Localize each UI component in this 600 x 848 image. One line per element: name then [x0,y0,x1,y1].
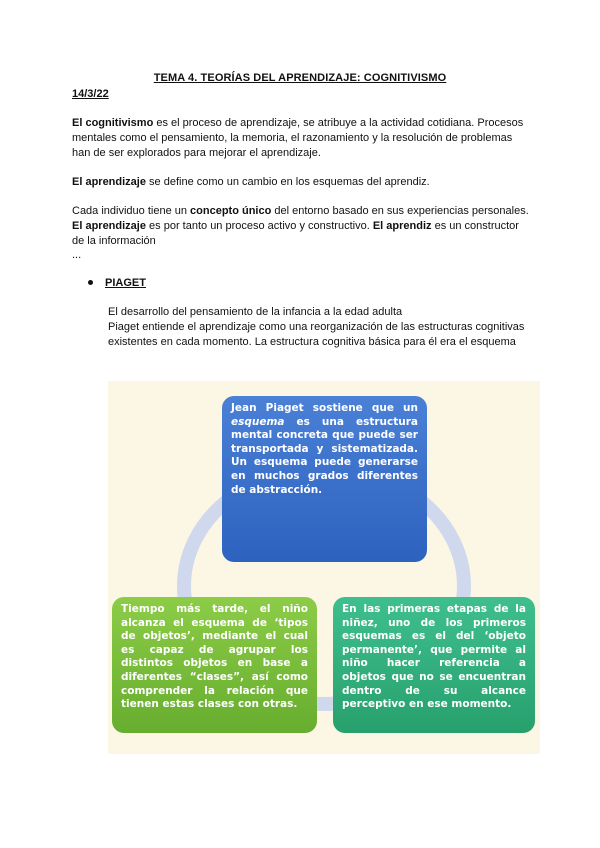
piaget-line-2: Piaget entiende el aprendizaje como una reorganización de las estructuras cognitivas existentes en cada momento. La estructura cognitiva básica para él era el esquema [108,321,525,348]
schema-definition-box [222,396,427,562]
bold-term: concepto único [190,205,272,217]
bold-term: El aprendiz [372,220,432,232]
paragraph-text: es por tanto un proceso activo y constructivo. [145,220,373,232]
object-types-box: Tiempo más tarde, el niño alcanza el esquema de ‘tipos de objetos’, mediante el cual es capaz de agrupar los distintos objetos en base a diferentes “clases”, así como comprender la relación que tienen estas clases con otras. [112,597,317,733]
piaget-description [108,305,528,350]
page-title: TEMA 4. TEORÍAS DEL APRENDIZAJE: COGNITIVISMO [153,72,447,84]
bullet-piaget [88,277,146,289]
paragraph-aprendizaje [72,175,532,190]
ellipsis: ... [72,249,82,261]
bold-term: El cognitivismo [72,117,154,129]
bullet-label: PIAGET [105,277,146,289]
paragraph-cognitivismo [72,116,532,161]
paragraph-individuo [72,204,532,249]
paragraph-text: del entorno basado en sus experiencias personales. [271,205,529,217]
paragraph-text: se define como un cambio en los esquemas del aprendiz. [145,176,430,188]
cycle-diagram [108,381,540,754]
bullet-dot-icon [88,280,93,285]
bold-term: El aprendizaje [72,176,146,188]
box-emphasis: esquema [231,415,285,428]
box-text: es una estructura mental concreta que puede ser transportada y sistematizada. Un esquema puede generarse en muchos grados diferentes de abstracción. [231,415,418,496]
paragraph-text: Cada individuo tiene un [72,205,191,217]
box-text: Jean Piaget sostiene que un [231,402,418,414]
object-permanence-box: En las primeras etapas de la niñez, uno de los primeros esquemas es el del ‘objeto permanente’, que permite al niño hacer referencia a objetos que no se encuentran dentro de su alcance perceptivo en ese momento. [333,597,535,733]
date: 14/3/22 [72,88,109,100]
paragraph-text: es el proceso de aprendizaje, se atribuye a la actividad cotidiana. Procesos mentales como el pensamiento, la memoria, el razonamiento y la resolución de problemas han de ser explorados para mejorar el aprendizaje. [72,117,524,159]
bold-term: El aprendizaje [72,220,146,232]
piaget-line-1: El desarrollo del pensamiento de la infancia a la edad adulta [108,306,403,318]
paragraph-text: es un constructor de la información [72,220,519,247]
